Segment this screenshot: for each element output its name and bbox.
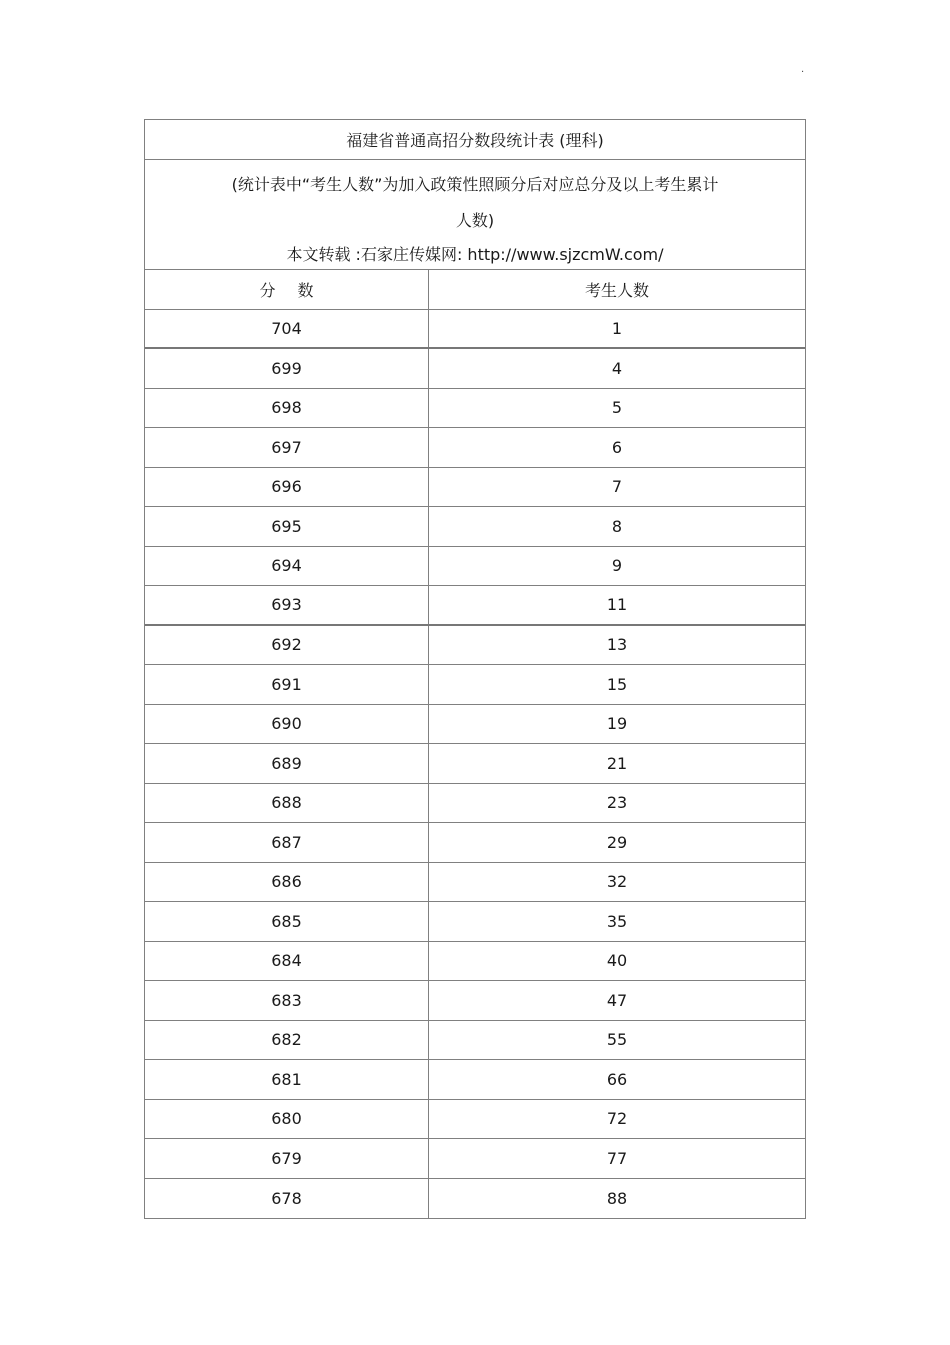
count-cell: 19: [606, 714, 628, 734]
count-cell: 72: [606, 1109, 628, 1129]
count-cell: 4: [611, 358, 623, 378]
count-cell: 35: [606, 911, 628, 931]
score-cell: 683: [145, 981, 429, 1020]
table-row: [145, 547, 805, 587]
note-line-2: 人数): [455, 211, 495, 230]
score-cell: 689: [145, 744, 429, 783]
table-row: [145, 1139, 805, 1179]
table-row: [145, 981, 805, 1021]
table-row: [145, 428, 805, 468]
table-row: [145, 1060, 805, 1100]
score-cell: 693: [145, 586, 429, 624]
count-cell: 1: [611, 318, 623, 338]
count-cell: 77: [606, 1148, 628, 1168]
score-cell: 681: [145, 1060, 429, 1099]
count-cell: 29: [606, 832, 628, 852]
count-cell: 11: [606, 595, 628, 615]
table-row: [145, 823, 805, 863]
score-cell: 704: [145, 310, 429, 348]
table-row: [145, 744, 805, 784]
table-row: [145, 705, 805, 745]
table-row: [145, 784, 805, 824]
table-row: [145, 468, 805, 508]
count-cell: 21: [606, 753, 628, 773]
count-cell: 66: [606, 1069, 628, 1089]
score-cell: 698: [145, 389, 429, 428]
score-cell: 685: [145, 902, 429, 941]
score-cell: 697: [145, 428, 429, 467]
table-row: [145, 942, 805, 982]
count-cell: 5: [611, 398, 623, 418]
score-cell: 678: [145, 1179, 429, 1219]
table-row: [145, 389, 805, 429]
table-row: [145, 586, 805, 626]
table-row: [145, 349, 805, 389]
count-cell: 13: [606, 635, 628, 655]
count-cell: 9: [611, 556, 623, 576]
count-cell: 47: [606, 990, 628, 1010]
score-cell: 694: [145, 547, 429, 586]
table-row: [145, 1021, 805, 1061]
note-line-1: (统计表中“考生人数”为加入政策性照顾分后对应总分及以上考生累计: [231, 175, 719, 194]
table-row: [145, 507, 805, 547]
count-cell: 7: [611, 477, 623, 497]
score-cell: 688: [145, 784, 429, 823]
table-row: [145, 902, 805, 942]
count-cell: 32: [606, 872, 628, 892]
header-count: [429, 270, 805, 309]
count-cell: 15: [606, 674, 628, 694]
score-cell: 682: [145, 1021, 429, 1060]
score-cell: 695: [145, 507, 429, 546]
score-cell: 699: [145, 349, 429, 388]
table-row: [145, 1100, 805, 1140]
table-row: [145, 310, 805, 350]
table-note: [145, 160, 805, 270]
count-cell: 55: [606, 1030, 628, 1050]
count-cell: 8: [611, 516, 623, 536]
table-row: [145, 665, 805, 705]
score-table: [144, 119, 806, 1219]
count-cell: 88: [606, 1188, 628, 1208]
table-body: [145, 310, 805, 1219]
table-row: [145, 626, 805, 666]
header-count-label: 考生人数: [584, 280, 649, 300]
score-cell: 692: [145, 626, 429, 665]
score-cell: 691: [145, 665, 429, 704]
note-line-3: 本文转载 :石家庄传媒网: http://www.sjzcmW.com/: [286, 245, 664, 264]
score-cell: 684: [145, 942, 429, 981]
header-row: [145, 270, 805, 310]
score-cell: 679: [145, 1139, 429, 1178]
header-score-label: 分数: [259, 280, 336, 300]
score-cell: 680: [145, 1100, 429, 1139]
count-cell: 40: [606, 951, 628, 971]
corner-mark: .: [801, 64, 805, 75]
count-cell: 6: [611, 437, 623, 457]
table-row: [145, 1179, 805, 1219]
table-row: [145, 863, 805, 903]
count-cell: 23: [606, 793, 628, 813]
score-cell: 687: [145, 823, 429, 862]
score-cell: 696: [145, 468, 429, 507]
score-cell: 690: [145, 705, 429, 744]
score-cell: 686: [145, 863, 429, 902]
table-title: 福建省普通高招分数段统计表 (理科): [145, 120, 805, 160]
header-score: [145, 270, 429, 309]
